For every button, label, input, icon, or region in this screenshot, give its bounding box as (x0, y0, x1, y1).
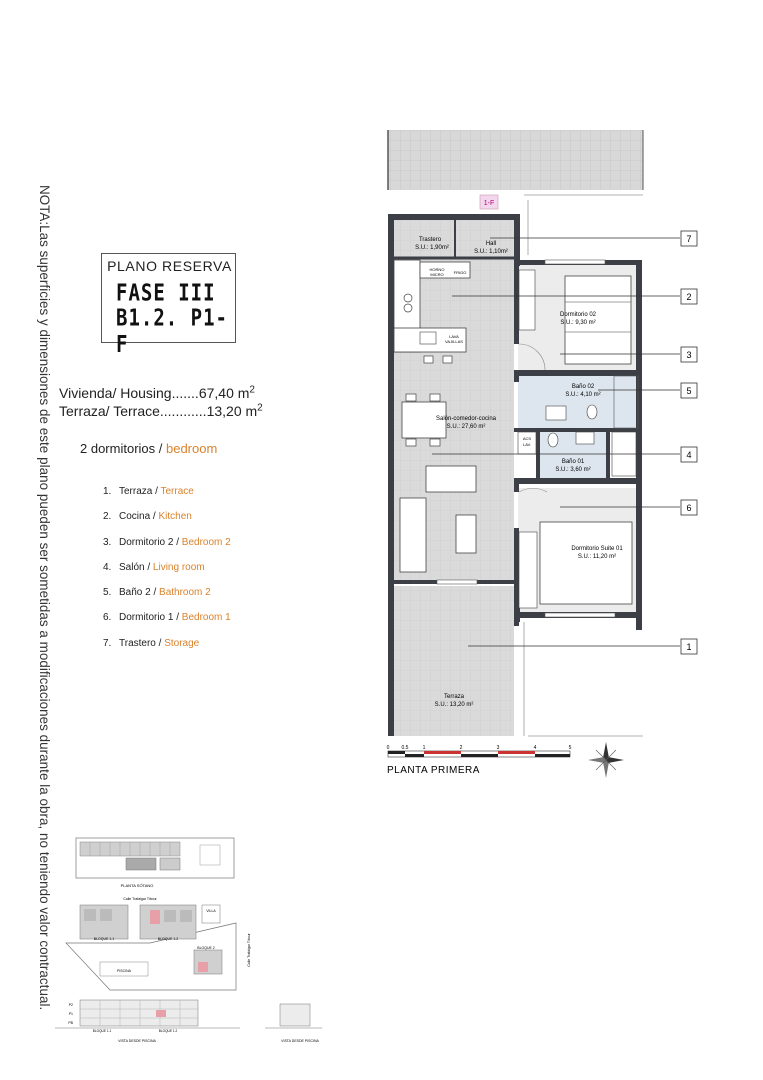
callout-numbers (681, 231, 697, 654)
terrace-name: Terraza (443, 694, 465, 700)
view-from-pool: VISTA DESDE PISCINA (118, 1039, 156, 1043)
callout-7: 7 (686, 234, 692, 244)
pool-label: PISCINA (116, 969, 132, 973)
sofa (400, 498, 426, 572)
coffee-table (456, 515, 476, 553)
legend-item: 3. Dormitorio 2 / Bedroom 2 (103, 536, 231, 548)
storage-area: S.U.: 1,90m² (415, 245, 449, 251)
callout-5: 5 (686, 386, 692, 396)
elevation-views (55, 1000, 322, 1043)
reserve-title: PLANO RESERVA (107, 258, 232, 274)
wardrobe-2 (519, 270, 535, 330)
svg-text:1: 1 (422, 745, 426, 751)
dishwasher-label-1: LAVA (449, 334, 459, 339)
svg-text:P1: P1 (68, 1012, 73, 1016)
toilet-1 (548, 433, 558, 447)
block-site-plan (66, 897, 251, 990)
bedroom-count: 2 dormitorios / bedroom (80, 441, 218, 456)
basement-site-plan (76, 838, 234, 888)
svg-text:3: 3 (496, 745, 500, 751)
block2-label: BLOQUE 2 (197, 946, 215, 950)
sink-1 (576, 432, 594, 444)
legend-item: 2. Cocina / Kitchen (103, 511, 192, 523)
street-label-2: Calle Trafalgar Tibour (247, 933, 251, 967)
callout-6: 6 (686, 503, 692, 513)
bathroom1-name: Baño 01 (561, 459, 585, 465)
svg-text:5: 5 (568, 745, 572, 751)
svg-text:4: 4 (533, 745, 537, 751)
callout-1: 1 (686, 642, 692, 652)
svg-text:P2: P2 (68, 1003, 73, 1007)
street-label-1: Calle Trafalgar Tibour (123, 897, 157, 901)
bedroom1-name: Dormitorio Suite 01 (571, 546, 623, 552)
unit-code: B1.2. P1-F (116, 305, 228, 358)
legend-item: 1. Terraza / Terrace (103, 486, 194, 497)
phase-label: FASE III (116, 280, 216, 307)
svg-text:0.5: 0.5 (401, 745, 409, 751)
disclaimer-text: NOTA:Las superficies y dimensiones de este plano pueden ser sometidas a modificaciones durante la obra, no teniendo valor contractual. (37, 185, 52, 1011)
acs-label: ACS (522, 436, 532, 441)
upper-terrace-tiles (388, 130, 643, 190)
north-arrow-icon (588, 742, 624, 778)
bathroom1-area: S.U.: 3,60 m² (555, 467, 591, 473)
hall-area: S.U.: 1,10m² (474, 249, 508, 255)
bed-1 (540, 522, 632, 604)
terrace-area-label: S.U.: 13,20 m² (434, 702, 474, 708)
block12-label: BLOQUE 1.2 (157, 937, 179, 941)
storage-name: Trastero (418, 237, 442, 243)
armchair (426, 466, 476, 492)
elevation-block11: BLOQUE 1.1 (92, 1029, 112, 1033)
legend-item: 6. Dormitorio 1 / Bedroom 1 (103, 612, 231, 624)
sink-2 (546, 406, 566, 420)
callout-2: 2 (686, 292, 692, 302)
lav-label: LAV. (522, 442, 532, 447)
elevation-block12: BLOQUE 1.2 (158, 1029, 178, 1033)
unit-tag: 1-F (483, 200, 495, 207)
hall-name: Hall (485, 241, 497, 247)
basement-label: PLANTA SÓTANO (120, 883, 154, 888)
bedroom2-area: S.U.: 9,30 m² (560, 320, 596, 326)
legend-item: 5. Baño 2 / Bathroom 2 (103, 587, 211, 599)
plan-caption: PLANTA PRIMERA (387, 765, 480, 776)
wardrobe-1 (519, 532, 537, 608)
living-name: Salón-comedor-cocina (435, 416, 497, 422)
svg-text:PB: PB (68, 1021, 73, 1025)
villa-label: VILLA (206, 909, 216, 913)
bedroom1-area: S.U.: 11,20 m² (577, 554, 617, 560)
oven-label: HORNO (429, 267, 445, 272)
dishwasher-label-2: VAJILLAS (445, 339, 463, 344)
legend-item: 7. Trastero / Storage (103, 637, 200, 649)
housing-area: Vivienda/ Housing.......67,40 $m^2$ (59, 384, 255, 401)
svg-text:0: 0 (386, 745, 390, 751)
toilet-2 (587, 405, 597, 419)
bedroom2-name: Dormitorio 02 (559, 312, 597, 318)
callout-4: 4 (686, 450, 692, 460)
legend-item: 4. Salón / Living room (103, 561, 205, 573)
microwave-label: MICRO (430, 272, 444, 277)
scale-bar (387, 745, 572, 757)
block11-label: BLOQUE 1.1 (93, 937, 115, 941)
fridge-label: FRIGO (453, 270, 467, 275)
living-area: S.U.: 27,60 m² (446, 424, 486, 430)
view-from-pool-2: VISTA DESDE PISCINA (281, 1039, 319, 1043)
callout-3: 3 (686, 350, 692, 360)
terrace-area: Terraza/ Terrace............13,20 $m^2$ (59, 402, 263, 419)
bathroom2-area: S.U.: 4,10 m² (565, 392, 601, 398)
svg-text:2: 2 (459, 745, 463, 751)
bathroom2-name: Baño 02 (571, 384, 595, 390)
